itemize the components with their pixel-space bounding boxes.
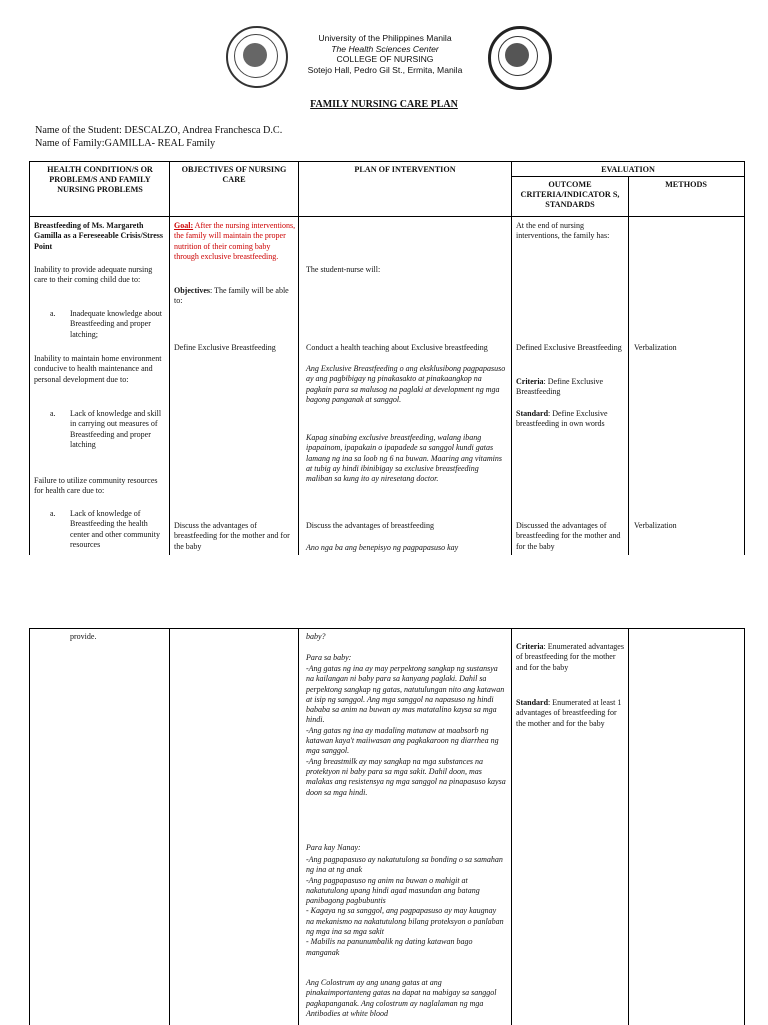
header-evaluation: EVALUATION	[601, 165, 655, 174]
criteria-text: : Enumerated advantages of breastfeeding for the mother and for the baby	[516, 642, 624, 672]
evaluation-intro: At the end of nursing interventions, the family has:	[516, 221, 610, 241]
institution-header	[290, 33, 480, 75]
care-plan-table-page-1	[29, 161, 745, 556]
institution-line-address: Sotejo Hall, Pedro Gil St., Ermita, Manila	[307, 64, 463, 75]
inability-nursing-care: Inability to provide adequate nursing care to their coming child due to:	[34, 265, 153, 285]
failure-community-resources: Failure to utilize community resources for health care due to:	[34, 476, 158, 496]
objectives-label: Objectives	[174, 286, 210, 295]
header-plan-of-intervention: PLAN OF INTERVENTION	[354, 165, 456, 174]
lack-of-skill-item: Lack of knowledge and skill in carrying out measures of Breastfeeding and proper latching	[70, 409, 162, 449]
student-name-line: Name of the Student: DESCALZO, Andrea Franchesca D.C.	[35, 125, 283, 136]
objective-define: Define Exclusive Breastfeeding	[174, 343, 276, 352]
institution-line-university: University of the Philippines Manila	[318, 33, 452, 43]
page-break	[0, 555, 768, 625]
goal-label: Goal:	[174, 221, 194, 230]
standard-text: : Enumerated at least 1 advantages of breastfeeding for the mother and for the baby	[516, 698, 622, 728]
institution-line-college: COLLEGE OF NURSING	[336, 54, 434, 64]
item-marker: a.	[50, 309, 56, 318]
intervention-discuss: Discuss the advantages of breastfeeding	[306, 521, 434, 530]
baby-benefits-block: -Ang gatas ng ina ay may perpektong sangkap ng sustansya na kailangan ni baby para sa kanyang paglaki. Dahil sa perpektong sangkap ng gatas, natutulungan nito ang katawan at isip ng sanggol. Ang mga sanggol na napasuso ng hindi bababa sa anim na buwan ay mas matatalino kaysa sa mga hindi. -Ang gatas ng ina ay madaling matunaw at maabsorb ng katawan kaya't maiiwasan ang pagkakaroon ng diarrhea ng mga sanggol. -Ang breastmilk ay may sangkap na mga substances na protektyon ni baby para sa mga sakit. Dahil doon, mas malakas ang resistensya ng mga sanggol na pinapasuso kaysa doon sa mga hindi.	[306, 664, 506, 797]
para-kay-nanay-heading: Para kay Nanay:	[306, 843, 361, 852]
problem-title: Breastfeeding of Ms. Margareth Gamilla as a Fereseeable Crisis/Stress Point	[34, 221, 164, 251]
criteria-label: Criteria	[516, 642, 544, 651]
header-methods: METHODS	[665, 180, 707, 189]
goal-statement	[174, 221, 296, 262]
intervention-ano-nga: Ano nga ba ang benepisyo ng pagpapasuso kay	[306, 543, 459, 552]
college-of-nursing-seal-logo	[488, 26, 552, 90]
evaluation-criteria-2	[516, 642, 626, 673]
criteria-text: : Define Exclusive Breastfeeding	[516, 377, 604, 397]
university-seal-logo	[226, 26, 288, 88]
standard-text: : Define Exclusive breastfeeding in own words	[516, 409, 608, 429]
standard-label: Standard	[516, 409, 549, 418]
objectives-text: : The family will be able to:	[174, 286, 289, 306]
goal-text: After the nursing interventions, the family will maintain the proper nutrition of their coming baby through exclusive breastfeeding.	[174, 221, 296, 261]
inability-home-environment: Inability to maintain home environment conducive to health maintenance and personal development due to:	[34, 354, 162, 384]
evaluation-standard-2	[516, 698, 626, 729]
para-sa-baby-heading: Para sa baby:	[306, 653, 352, 662]
method-verbalization-2: Verbalization	[634, 521, 677, 530]
evaluation-discussed: Discussed the advantages of breastfeeding for the mother and for the baby	[516, 521, 621, 551]
item-marker: a.	[50, 409, 56, 418]
objectives-statement	[174, 286, 296, 307]
item-marker: a.	[50, 509, 56, 518]
care-plan-table-page-2	[29, 628, 745, 1025]
evaluation-standard	[516, 409, 626, 430]
baby-question: baby?	[306, 632, 326, 641]
standard-label: Standard	[516, 698, 549, 707]
evaluation-criteria	[516, 377, 626, 398]
header-objectives: OBJECTIVES OF NURSING CARE	[181, 165, 287, 184]
family-name-line: Name of Family:GAMILLA- REAL Family	[35, 138, 216, 149]
student-nurse-will: The student-nurse will:	[306, 265, 381, 274]
evaluation-defined: Defined Exclusive Breastfeeding	[516, 343, 622, 352]
header-health-condition: HEALTH CONDITION/S OR PROBLEM/S AND FAMILY NURSING PROBLEMS	[47, 165, 153, 194]
institution-line-center: The Health Sciences Center	[331, 43, 439, 54]
document-title: FAMILY NURSING CARE PLAN	[310, 99, 458, 110]
nanay-benefits-block: -Ang pagpapasuso ay nakatutulong sa bonding o sa samahan ng ina at ng anak -Ang pagpapasuso ng anim na buwan o mahigit at nakatutulong upang hindi agad masundan ang batang panibagong pagbubuntis - Kagaya ng sa sanggol, ang pagpapasuso ay may kaugnay na mekanismo na nakatutulong bilang proteksyon o panlaban ng mga ina sa mga sakit - Mabilis na panunumbalik ng dating katawan bago manganak	[306, 855, 504, 957]
intervention-conduct: Conduct a health teaching about Exclusive breastfeeding	[306, 343, 488, 352]
lack-of-knowledge-resources-item: Lack of knowledge of Breastfeeding the health center and other community resources	[70, 509, 160, 549]
colostrum-paragraph: Ang Colostrum ay ang unang gatas at ang pinakaimportanteng gatas na dapat na mabigay sa sanggol pagkapanganak. Ang colostrum ay naglalaman ng mga Antibodies at white blood	[306, 978, 497, 1018]
intervention-definition-paragraph: Ang Exclusive Breastfeeding o ang eksklusibong pagpapasuso ay ang pagbibigay ng pinakasakto at pinakaangkop na pagkain para sa malusog na paglaki at development ng mga bagong panganak at sanggol.	[306, 364, 506, 404]
method-verbalization-1: Verbalization	[634, 343, 677, 352]
criteria-label: Criteria	[516, 377, 544, 386]
header-outcome-criteria: OUTCOME CRITERIA/INDICATOR S, STANDARDS	[520, 180, 620, 209]
inadequate-knowledge-item: Inadequate knowledge about Breastfeeding and proper latching;	[70, 309, 162, 339]
intervention-kapag-paragraph: Kapag sinabing exclusive breastfeeding, walang ibang ipapainom, ipapakain o ipapadede sa sanggol kundi gatas lamang ng ina sa loob ng 6 na buwan. Maaring ang vitamins at tubig ay hindi ibinibigay sa exclusive breastfeeding maliban sa kung ito ay niresetang doctor.	[306, 433, 503, 484]
provide-text: provide.	[70, 632, 97, 641]
objective-discuss: Discuss the advantages of breastfeeding for the mother and for the baby	[174, 521, 290, 551]
